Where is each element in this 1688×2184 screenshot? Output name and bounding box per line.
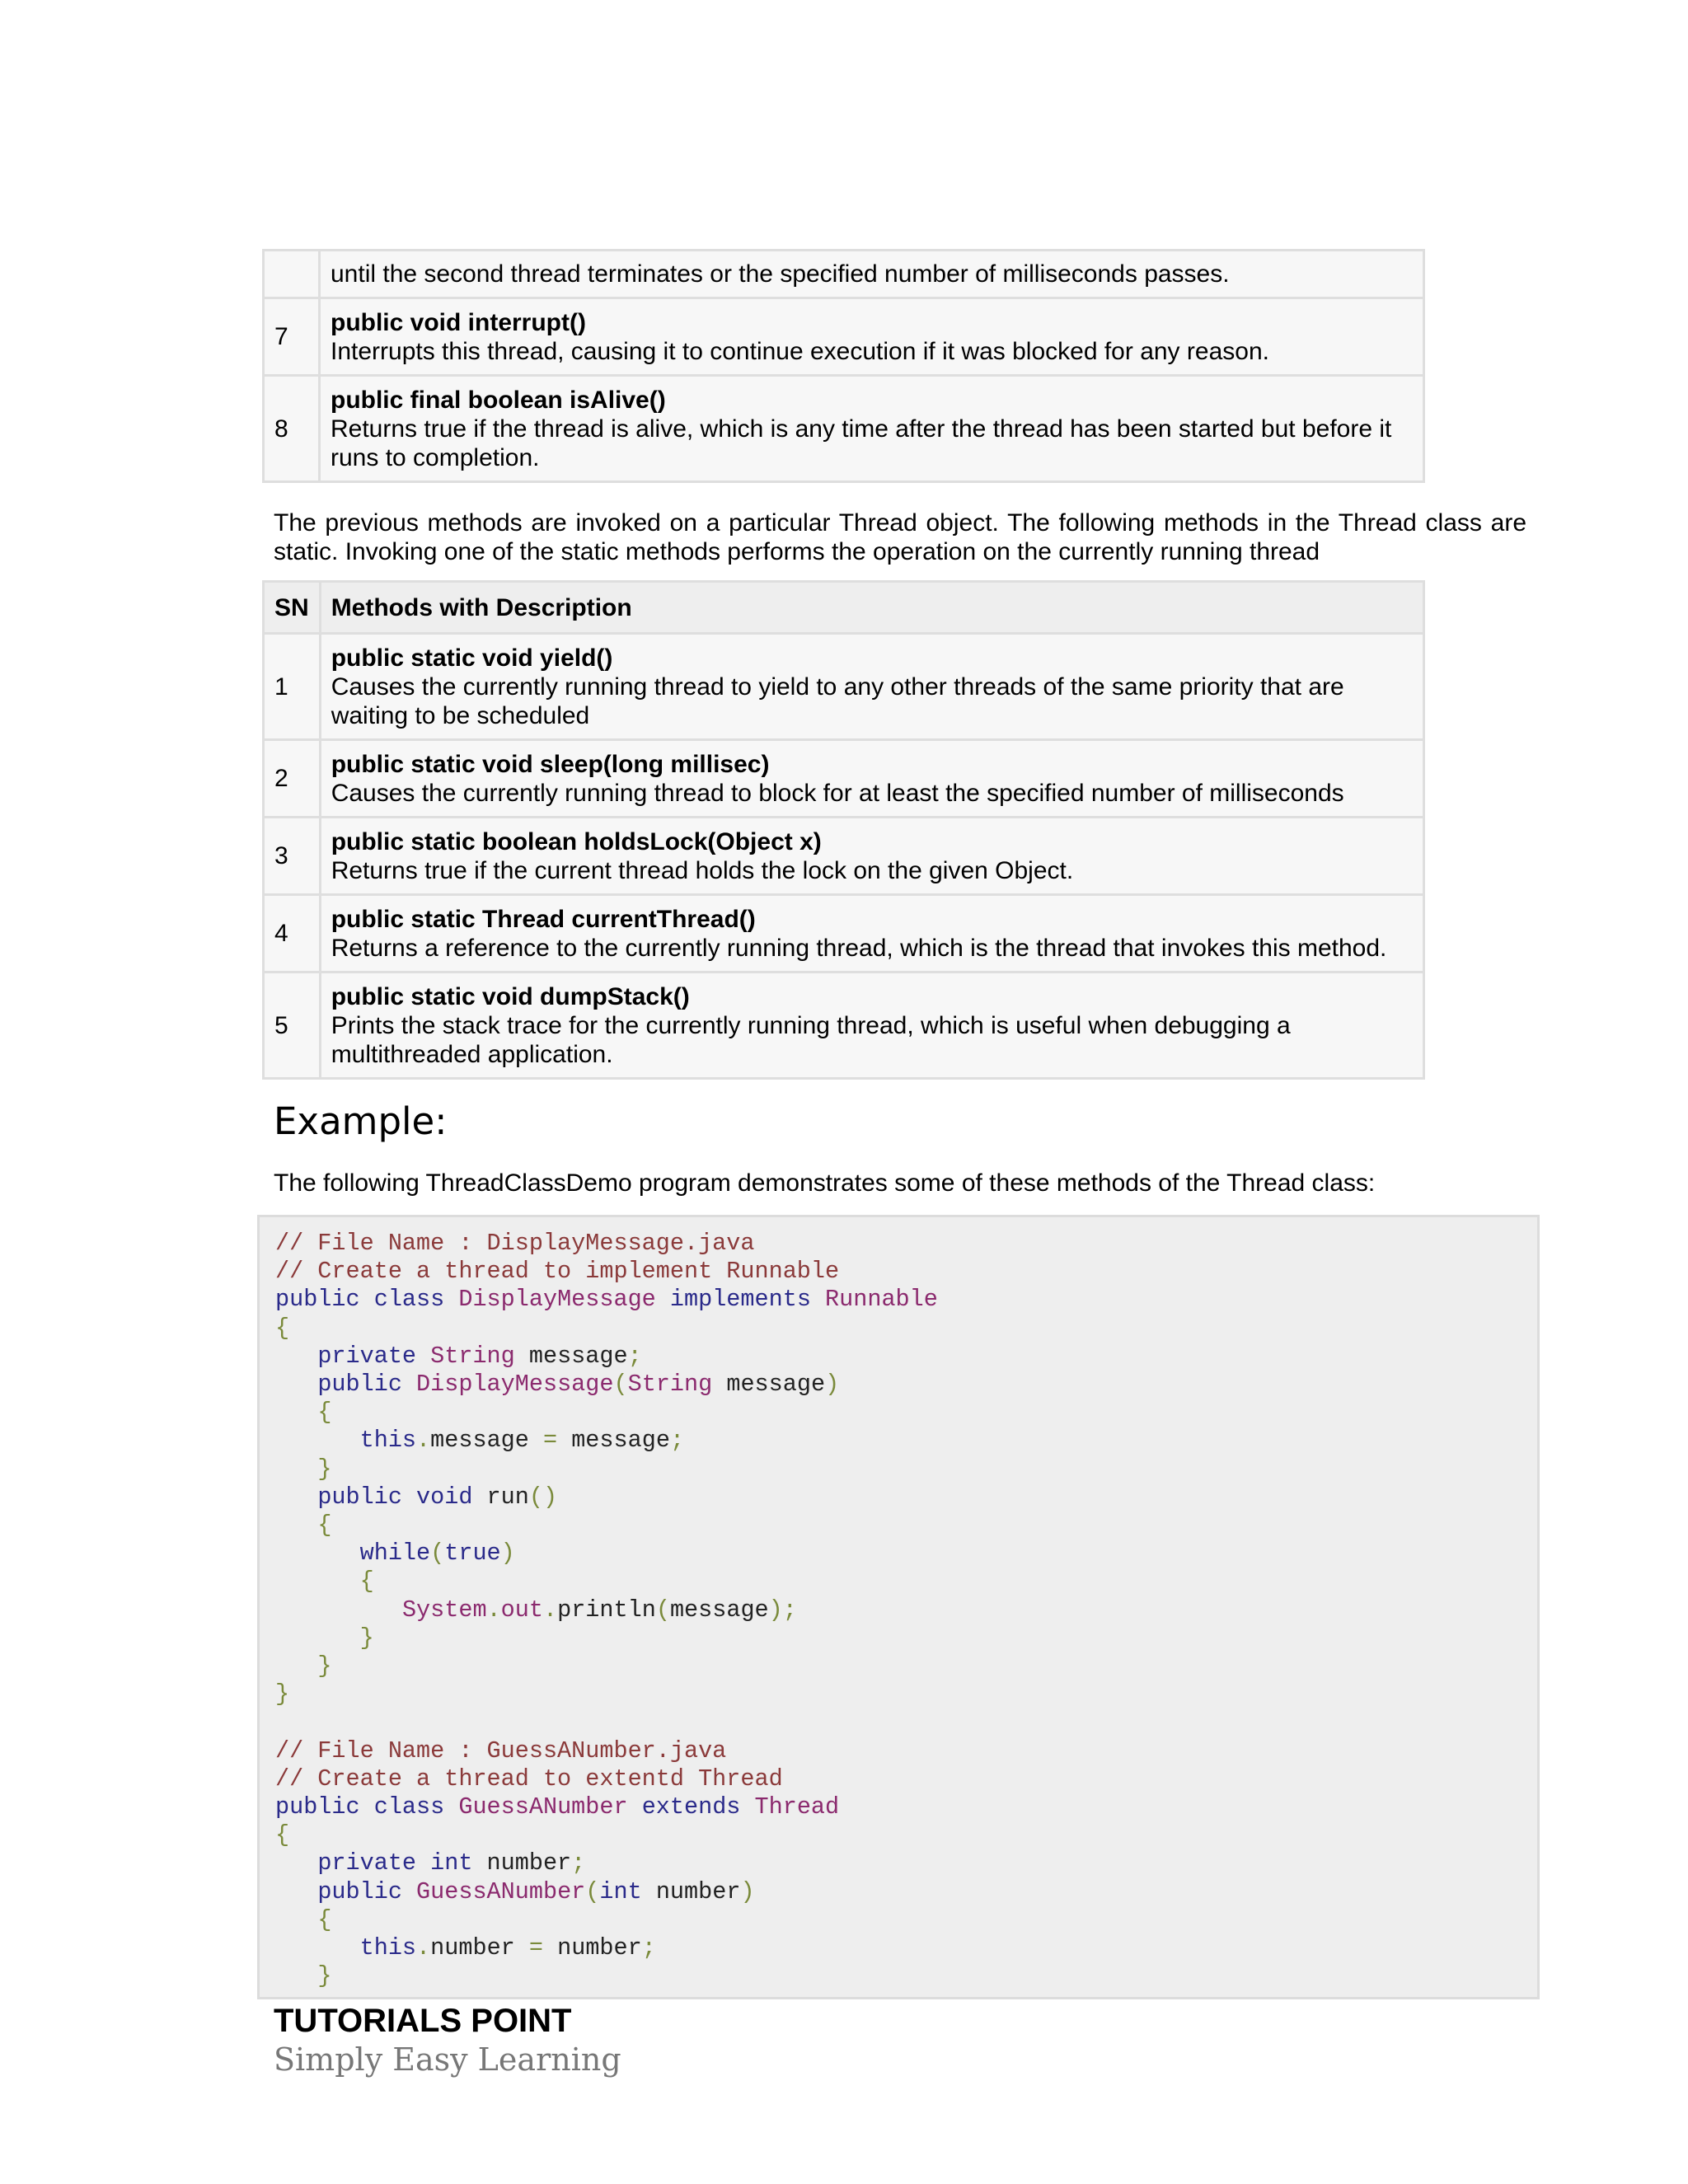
code-token: message — [430, 1427, 543, 1455]
code-token: () — [528, 1483, 558, 1511]
code-token: } — [317, 1652, 332, 1680]
code-token: private int — [317, 1849, 487, 1877]
code-token — [275, 1906, 317, 1933]
code-line — [275, 1962, 331, 1990]
table-header-row — [264, 582, 1424, 634]
code-token: extends — [641, 1793, 755, 1821]
method-description: Prints the stack trace for the currently running thread, which is useful when debugging a multithreaded application. — [331, 1011, 1291, 1068]
sn-cell: 1 — [264, 634, 321, 740]
code-token: } — [317, 1962, 332, 1990]
method-description: Interrupts this thread, causing it to continue execution if it was blocked for any reason. — [331, 337, 1269, 365]
sn-cell: 7 — [264, 298, 320, 376]
method-description: Returns true if the current thread holds the lock on the given Object. — [331, 856, 1074, 884]
table-row — [264, 298, 1424, 376]
code-line — [275, 1934, 656, 1961]
code-line — [275, 1258, 839, 1285]
code-token: ( — [613, 1371, 628, 1399]
code-line — [275, 1737, 726, 1765]
code-token — [275, 1399, 317, 1426]
code-line — [275, 1315, 289, 1342]
method-signature: public static void sleep(long millisec) — [331, 750, 770, 778]
code-line — [275, 1427, 684, 1454]
instance-methods-table — [262, 249, 1425, 483]
sn-header: SN — [264, 582, 321, 634]
code-token — [275, 1624, 360, 1652]
code-token: = — [542, 1427, 572, 1455]
method-signature: public static void dumpStack() — [331, 982, 690, 1010]
code-token: System — [401, 1596, 487, 1624]
code-token: public class — [275, 1793, 459, 1821]
table-row — [264, 818, 1424, 895]
code-line — [275, 1540, 515, 1567]
code-token: DisplayMessage — [458, 1286, 670, 1314]
code-token: ( — [655, 1596, 670, 1624]
code-token — [275, 1511, 317, 1539]
code-token: } — [275, 1680, 290, 1708]
code-line — [275, 1765, 783, 1793]
code-line — [275, 1652, 331, 1680]
static-methods-table — [262, 580, 1425, 1080]
static-methods-intro: The previous methods are invoked on a particular Thread object. The following methods in the Thread class are static. Invoking one of the static methods performs the operation on the currently running thread — [274, 509, 1526, 565]
sn-cell — [264, 251, 320, 298]
code-token: this — [359, 1427, 417, 1455]
code-token: message — [669, 1596, 769, 1624]
method-description: Causes the currently running thread to yield to any other threads of the same priority that are waiting to be scheduled — [331, 673, 1344, 729]
code-token: number — [486, 1849, 572, 1877]
method-cell — [320, 895, 1423, 972]
code-token: } — [317, 1455, 332, 1483]
code-token: run — [486, 1483, 529, 1511]
example-heading: Example: — [274, 1099, 448, 1143]
table-row — [264, 972, 1424, 1079]
code-line — [275, 1483, 557, 1511]
code-block — [257, 1215, 1540, 1999]
code-token: { — [317, 1905, 332, 1933]
method-description: until the second thread terminates or the specified number of milliseconds passes. — [331, 260, 1230, 288]
code-token: . — [542, 1596, 558, 1624]
code-line — [275, 1906, 331, 1933]
code-token: private — [317, 1342, 431, 1370]
code-line — [275, 1371, 839, 1398]
sn-cell: 2 — [264, 740, 321, 818]
method-description: Returns a reference to the currently running thread, which is the thread that invokes this method. — [331, 934, 1387, 962]
code-token: { — [275, 1821, 290, 1849]
code-token: ; — [669, 1427, 685, 1455]
method-cell — [320, 251, 1424, 298]
code-token: public — [317, 1877, 417, 1905]
code-line — [275, 1286, 938, 1313]
code-token: String — [430, 1342, 529, 1370]
code-token — [275, 1371, 317, 1398]
code-line — [275, 1568, 374, 1595]
code-line — [275, 1849, 585, 1877]
code-token: // Create a thread to extentd Thread — [275, 1765, 783, 1793]
code-token: GuessANumber — [458, 1793, 642, 1821]
code-token: Thread — [754, 1793, 840, 1821]
method-description: Causes the currently running thread to block for at least the specified number of milliseconds — [331, 779, 1344, 807]
code-token: message — [528, 1342, 628, 1370]
method-cell — [320, 634, 1423, 740]
code-token: ; — [571, 1849, 586, 1877]
code-token: number — [655, 1877, 741, 1905]
code-token: public class — [275, 1286, 459, 1314]
table-row — [264, 895, 1424, 972]
table-row — [264, 740, 1424, 818]
method-signature: public static boolean holdsLock(Object x) — [331, 827, 822, 855]
code-line — [275, 1680, 289, 1708]
method-cell — [320, 376, 1424, 482]
code-listing — [275, 1230, 1537, 1990]
code-token: String — [627, 1371, 727, 1399]
code-token: this — [359, 1934, 417, 1962]
code-token: // File Name : DisplayMessage.java — [275, 1230, 755, 1257]
code-token: implements — [669, 1286, 826, 1314]
sn-cell: 5 — [264, 972, 321, 1079]
code-line — [275, 1878, 755, 1905]
code-token: message — [571, 1427, 670, 1455]
code-token: out — [500, 1596, 543, 1624]
code-token: while — [359, 1540, 431, 1568]
method-cell — [320, 740, 1423, 818]
method-signature: public void interrupt() — [331, 308, 586, 336]
code-line — [275, 1511, 331, 1539]
code-token — [275, 1878, 317, 1905]
code-line — [275, 1455, 331, 1483]
code-token: message — [726, 1371, 826, 1399]
code-token: . — [486, 1596, 501, 1624]
code-line — [275, 1624, 374, 1652]
code-token — [275, 1934, 360, 1961]
code-line — [275, 1343, 642, 1370]
code-token: } — [359, 1624, 374, 1652]
code-token: { — [275, 1314, 290, 1342]
method-signature: public final boolean isAlive() — [331, 386, 666, 414]
code-token — [275, 1962, 317, 1990]
code-token: GuessANumber — [416, 1877, 586, 1905]
code-line — [275, 1821, 289, 1849]
code-token: // Create a thread to implement Runnable — [275, 1258, 840, 1286]
code-token — [275, 1343, 317, 1370]
footer-brand-subtitle: Simply Easy Learning — [274, 2041, 621, 2078]
code-token: println — [557, 1596, 656, 1624]
code-token — [275, 1427, 360, 1454]
table-row — [264, 634, 1424, 740]
code-token: { — [359, 1568, 374, 1596]
example-intro: The following ThreadClassDemo program demonstrates some of these methods of the Thread class: — [274, 1169, 1376, 1197]
methods-header: Methods with Description — [320, 582, 1423, 634]
code-token: ) — [500, 1540, 515, 1568]
method-cell — [320, 298, 1424, 376]
sn-cell: 8 — [264, 376, 320, 482]
code-token — [275, 1455, 317, 1483]
method-signature: public static Thread currentThread() — [331, 905, 756, 933]
code-token — [275, 1568, 360, 1595]
code-token: ); — [768, 1596, 797, 1624]
code-line — [275, 1399, 331, 1426]
code-token — [275, 1849, 317, 1877]
code-token: number — [557, 1934, 642, 1962]
method-cell — [320, 972, 1423, 1079]
code-token — [275, 1483, 317, 1511]
code-token: public — [317, 1371, 417, 1399]
code-token: Runnable — [825, 1286, 938, 1314]
code-token: ; — [641, 1934, 656, 1962]
code-token: // File Name : GuessANumber.java — [275, 1736, 727, 1765]
code-token: ( — [585, 1877, 600, 1905]
footer-brand-title: TUTORIALS POINT — [274, 2003, 572, 2039]
sn-cell: 3 — [264, 818, 321, 895]
code-token: true — [444, 1540, 501, 1568]
code-token — [275, 1652, 317, 1680]
sn-cell: 4 — [264, 895, 321, 972]
code-line — [275, 1793, 839, 1821]
code-token: { — [317, 1511, 332, 1540]
code-token: ; — [627, 1342, 642, 1370]
code-token: int — [599, 1877, 656, 1905]
code-token: { — [317, 1399, 332, 1427]
table-row — [264, 376, 1424, 482]
method-description: Returns true if the thread is alive, which is any time after the thread has been started but before it runs to completion. — [331, 415, 1392, 471]
method-cell — [320, 818, 1423, 895]
code-token: ) — [825, 1371, 840, 1399]
code-line — [275, 1596, 797, 1624]
code-token: DisplayMessage — [416, 1371, 614, 1399]
method-signature: public static void yield() — [331, 644, 613, 672]
code-token: ) — [740, 1877, 755, 1905]
code-token: . — [416, 1934, 431, 1962]
code-token: public void — [317, 1483, 487, 1511]
code-token — [275, 1596, 402, 1624]
code-token: number — [430, 1934, 529, 1962]
code-token: = — [528, 1934, 558, 1962]
code-token — [275, 1540, 360, 1567]
code-token: ( — [430, 1540, 445, 1568]
table-row — [264, 251, 1424, 298]
code-token: . — [416, 1427, 431, 1455]
code-line — [275, 1230, 755, 1257]
